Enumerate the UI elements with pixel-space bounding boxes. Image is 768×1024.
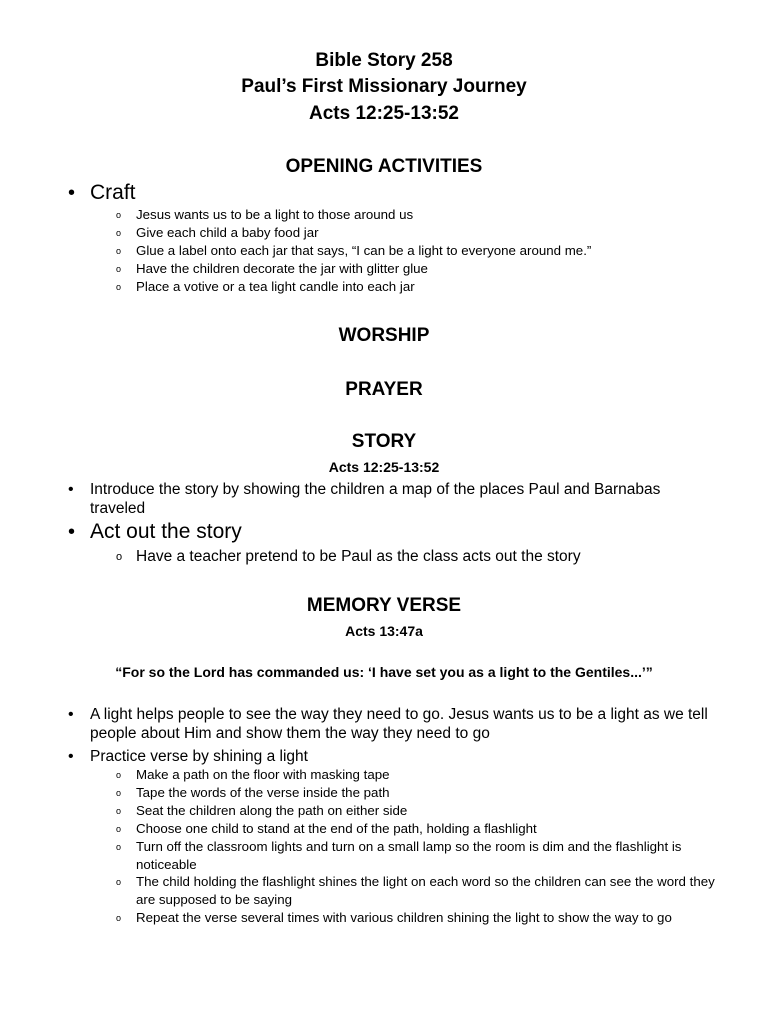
sub-bullet-icon: o bbox=[116, 246, 122, 256]
lesson-number: Bible Story 258 bbox=[315, 50, 453, 71]
practice-item: o Turn off the classroom lights and turn on a small lamp so the room is dim and the flashlight is noticeable bbox=[116, 839, 682, 872]
act-out-label: Act out the story bbox=[90, 520, 242, 543]
act-out-bullet bbox=[68, 520, 728, 544]
sub-bullet-icon: o bbox=[116, 264, 122, 274]
practice-item: o The child holding the flashlight shines the light on each word so the children can see the word they are supposed to be saying bbox=[116, 874, 715, 907]
prayer-heading: PRAYER bbox=[345, 379, 423, 400]
craft-bullet bbox=[68, 181, 728, 205]
bullet-icon: • bbox=[68, 706, 74, 723]
sub-bullet-icon: o bbox=[116, 842, 122, 852]
craft-label: Craft bbox=[90, 181, 136, 204]
sub-bullet-icon: o bbox=[116, 770, 122, 780]
bullet-icon: • bbox=[68, 182, 76, 204]
opening-activities-heading: OPENING ACTIVITIES bbox=[285, 156, 483, 177]
craft-item: o Glue a label onto each jar that says, “I can be a light to everyone around me.” bbox=[116, 242, 728, 260]
craft-item: o Place a votive or a tea light candle into each jar bbox=[116, 278, 728, 296]
memory-verse-reference: Acts 13:47a bbox=[345, 623, 423, 639]
sub-bullet-icon: o bbox=[116, 282, 122, 292]
bullet-icon: • bbox=[68, 521, 76, 543]
practice-item: o Seat the children along the path on either side bbox=[116, 802, 728, 820]
memory-verse-heading: MEMORY VERSE bbox=[306, 595, 462, 616]
bullet-icon: • bbox=[68, 748, 74, 765]
lesson-title: Paul’s First Missionary Journey bbox=[241, 76, 527, 97]
practice-item: o Choose one child to stand at the end of the path, holding a flashlight bbox=[116, 820, 728, 838]
sub-bullet-icon: o bbox=[116, 788, 122, 798]
craft-item: o Jesus wants us to be a light to those around us bbox=[116, 206, 728, 224]
practice-bullet bbox=[68, 747, 728, 766]
light-point-text: A light helps people to see the way they need to go. Jesus wants us to be a light as we tell people about Him and show them the way they need to go bbox=[90, 706, 708, 742]
practice-item: o Tape the words of the verse inside the path bbox=[116, 784, 728, 802]
lesson-reference: Acts 12:25-13:52 bbox=[309, 103, 459, 124]
memory-verse-quote: “For so the Lord has commanded us: ‘I have set you as a light to the Gentiles...’” bbox=[115, 664, 653, 680]
light-point-bullet bbox=[68, 705, 728, 743]
bullet-icon: • bbox=[68, 481, 74, 498]
practice-label: Practice verse by shining a light bbox=[90, 748, 308, 765]
craft-item: o Give each child a baby food jar bbox=[116, 224, 728, 242]
act-out-item: o Have a teacher pretend to be Paul as the class acts out the story bbox=[116, 548, 581, 565]
practice-item: o Repeat the verse several times with various children shining the light to show the way to go bbox=[116, 909, 728, 927]
craft-item: o Have the children decorate the jar with glitter glue bbox=[116, 260, 728, 278]
sub-bullet-icon: o bbox=[116, 913, 122, 923]
sub-bullet-icon: o bbox=[116, 806, 122, 816]
practice-item: o Make a path on the floor with masking tape bbox=[116, 766, 728, 784]
story-heading: STORY bbox=[351, 431, 417, 452]
story-intro-text: Introduce the story by showing the children a map of the places Paul and Barnabas traveled bbox=[90, 481, 661, 517]
story-reference: Acts 12:25-13:52 bbox=[328, 459, 440, 475]
sub-bullet-icon: o bbox=[116, 551, 123, 563]
sub-bullet-icon: o bbox=[116, 877, 122, 887]
story-intro-bullet bbox=[68, 480, 728, 518]
sub-bullet-icon: o bbox=[116, 824, 122, 834]
worship-heading: WORSHIP bbox=[338, 325, 430, 346]
sub-bullet-icon: o bbox=[116, 210, 122, 220]
sub-bullet-icon: o bbox=[116, 228, 122, 238]
